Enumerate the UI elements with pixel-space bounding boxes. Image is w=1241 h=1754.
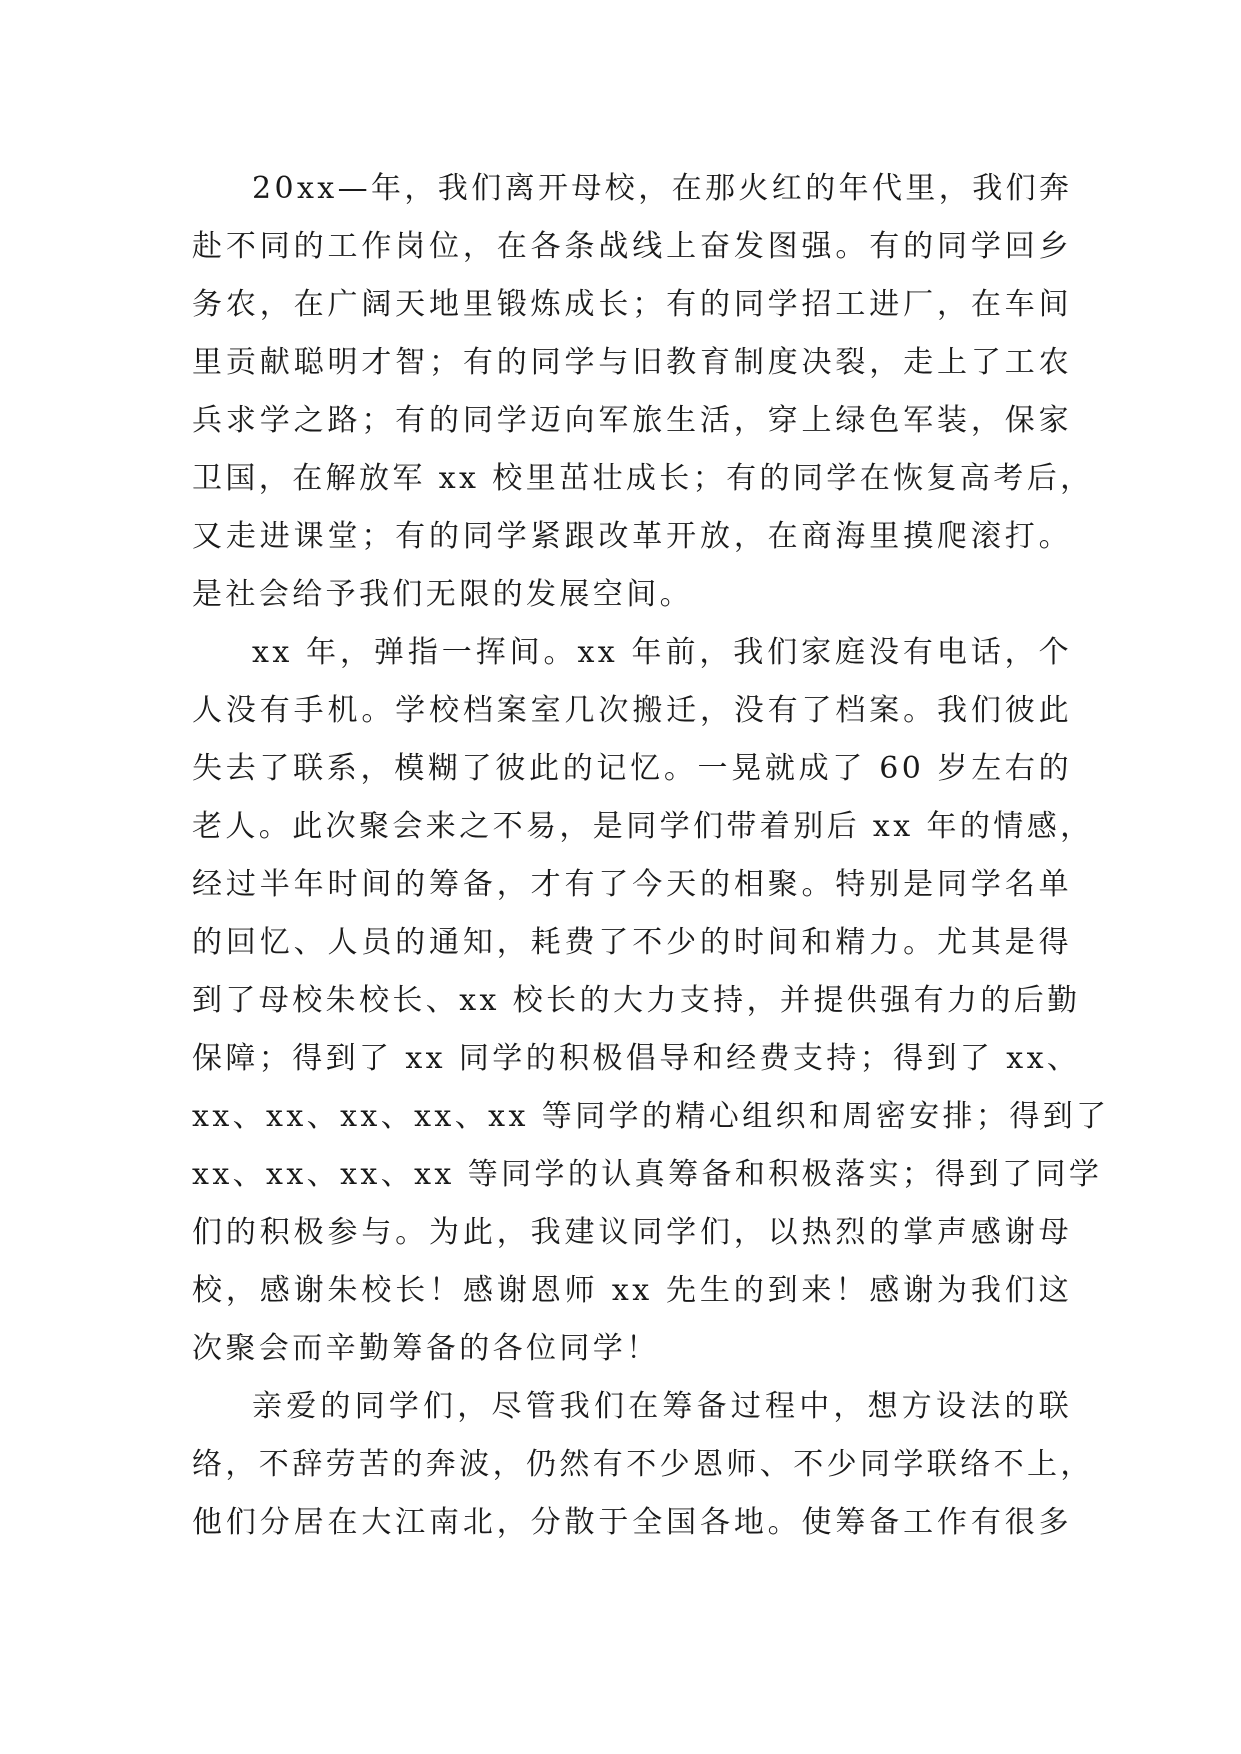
text-line: 兵求学之路；有的同学迈向军旅生活，穿上绿色军装，保家 bbox=[192, 403, 1072, 438]
text-line: 络，不辞劳苦的奔波，仍然有不少恩师、不少同学联络不上， bbox=[192, 1447, 1094, 1482]
text-line: 里贡献聪明才智；有的同学与旧教育制度决裂，走上了工农 bbox=[192, 345, 1072, 380]
paragraph-3 bbox=[192, 1378, 1094, 1552]
text-line: 卫国，在解放军 xx 校里茁壮成长；有的同学在恢复高考后， bbox=[192, 461, 1094, 496]
text-line: 又走进课堂；有的同学紧跟改革开放，在商海里摸爬滚打。 bbox=[192, 519, 1072, 554]
text-line: 是社会给予我们无限的发展空间。 bbox=[192, 577, 693, 612]
text-line: 到了母校朱校长、xx 校长的大力支持，并提供强有力的后勤 bbox=[192, 983, 1081, 1018]
text-line: xx 年，弹指一挥间。xx 年前，我们家庭没有电话，个 bbox=[252, 635, 1072, 670]
paragraph-2 bbox=[192, 624, 1110, 1378]
text-line: 失去了联系，模糊了彼此的记忆。一晃就成了 60 岁左右的 bbox=[192, 751, 1072, 786]
text-line: 的回忆、人员的通知，耗费了不少的时间和精力。尤其是得 bbox=[192, 925, 1072, 960]
document-body bbox=[192, 160, 1110, 1552]
text-line: 人没有手机。学校档案室几次搬迁，没有了档案。我们彼此 bbox=[192, 693, 1072, 728]
paragraph-1 bbox=[192, 160, 1094, 624]
text-line: 老人。此次聚会来之不易，是同学们带着别后 xx 年的情感， bbox=[192, 809, 1094, 844]
text-line: 们的积极参与。为此，我建议同学们，以热烈的掌声感谢母 bbox=[192, 1215, 1072, 1250]
text-line: 经过半年时间的筹备，才有了今天的相聚。特别是同学名单 bbox=[192, 867, 1072, 902]
text-line: xx、xx、xx、xx、xx 等同学的精心组织和周密安排；得到了 bbox=[192, 1099, 1110, 1134]
text-line: 亲爱的同学们，尽管我们在筹备过程中，想方设法的联 bbox=[252, 1389, 1072, 1424]
text-line: 20xx—年，我们离开母校，在那火红的年代里，我们奔 bbox=[252, 171, 1073, 206]
text-line: 校，感谢朱校长！感谢恩师 xx 先生的到来！感谢为我们这 bbox=[192, 1273, 1072, 1308]
text-line: 他们分居在大江南北，分散于全国各地。使筹备工作有很多 bbox=[192, 1505, 1072, 1540]
text-line: xx、xx、xx、xx 等同学的认真筹备和积极落实；得到了同学 bbox=[192, 1157, 1103, 1192]
text-line: 保障；得到了 xx 同学的积极倡导和经费支持；得到了 xx、 bbox=[192, 1041, 1081, 1076]
text-line: 赴不同的工作岗位，在各条战线上奋发图强。有的同学回乡 bbox=[192, 229, 1072, 264]
text-line: 务农，在广阔天地里锻炼成长；有的同学招工进厂，在车间 bbox=[192, 287, 1072, 322]
text-line: 次聚会而辛勤筹备的各位同学！ bbox=[192, 1331, 660, 1366]
